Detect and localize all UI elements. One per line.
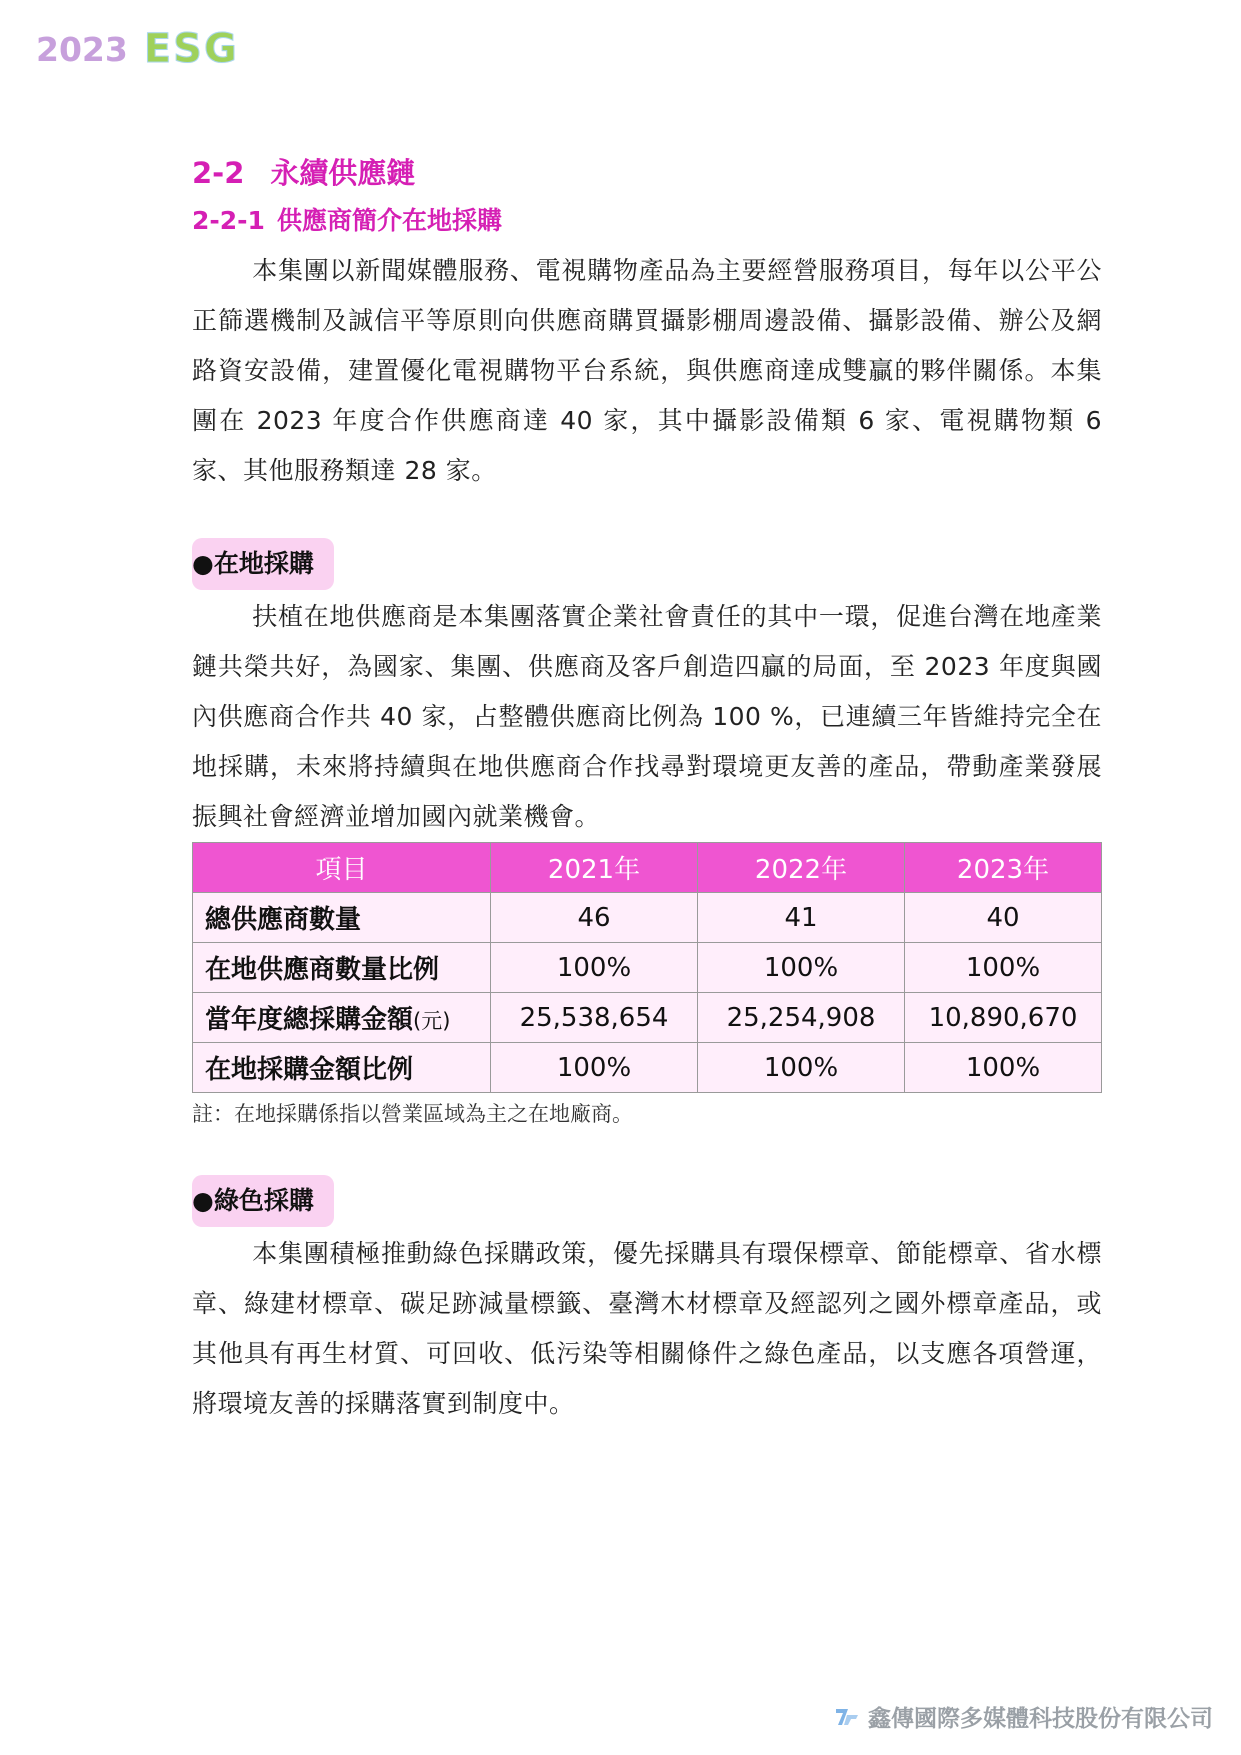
subsection-heading	[192, 196, 1102, 246]
table-row	[193, 993, 1102, 1043]
table-cell: 41	[698, 893, 905, 943]
table-header-row	[193, 843, 1102, 893]
subsection-number: 2-2-1	[192, 206, 265, 235]
section-number: 2-2	[192, 156, 245, 190]
row-label: 當年度總採購金額(元)	[193, 993, 491, 1043]
table-header-cell: 2021年	[491, 843, 698, 893]
subsection-title: 供應商簡介在地採購	[276, 206, 502, 235]
green-procurement-text: 本集團積極推動綠色採購政策，優先採購具有環保標章、節能標章、省水標章、綠建材標章、碳足跡減量標籤、臺灣木材標章及經認列之國外標章產品，或其他具有再生材質、可回收、低污染等相關條件之綠色產品，以支應各項營運，將環境友善的採購落實到制度中。	[192, 1239, 1102, 1418]
section-heading	[192, 150, 1102, 196]
main-content	[192, 150, 1102, 1429]
table-cell: 46	[491, 893, 698, 943]
green-procurement-paragraph	[192, 1229, 1102, 1429]
row-label: 總供應商數量	[193, 893, 491, 943]
local-procurement-paragraph	[192, 592, 1102, 842]
table-row	[193, 893, 1102, 943]
row-unit: (元)	[413, 1009, 451, 1033]
table-cell: 100%	[491, 1043, 698, 1093]
table-cell: 25,254,908	[698, 993, 905, 1043]
table-cell: 40	[905, 893, 1102, 943]
intro-paragraph	[192, 246, 1102, 496]
table-cell: 100%	[905, 943, 1102, 993]
esg-logo: ESG	[143, 26, 239, 72]
local-procurement-text: 扶植在地供應商是本集團落實企業社會責任的其中一環，促進台灣在地產業鏈共榮共好，為國家、集團、供應商及客戶創造四贏的局面，至 2023 年度與國內供應商合作共 40 家，占整體供應商比例為 100 %，已連續三年皆維持完全在地採購，未來將持續與在地供應商合作找尋對環境更友善的產品，帶動產業發展振興社會經濟並增加國內就業機會。	[192, 602, 1102, 831]
company-name: 鑫傳國際多媒體科技股份有限公司	[868, 1706, 1213, 1732]
table-header-cell: 項目	[193, 843, 491, 893]
page-header	[36, 26, 239, 72]
intro-paragraph-text: 本集團以新聞媒體服務、電視購物產品為主要經營服務項目，每年以公平公正篩選機制及誠信平等原則向供應商購買攝影棚周邊設備、攝影設備、辦公及網路資安設備，建置優化電視購物平台系統，與供應商達成雙贏的夥伴關係。本集團在 2023 年度合作供應商達 40 家，其中攝影設備類 6 家、電視購物類 6 家、其他服務類達 28 家。	[192, 256, 1102, 485]
company-logo-icon	[834, 1706, 860, 1728]
table-cell: 100%	[491, 943, 698, 993]
green-procurement-heading: ●綠色採購	[192, 1175, 334, 1227]
section-title: 永續供應鏈	[270, 156, 416, 190]
table-header-cell: 2023年	[905, 843, 1102, 893]
table-cell: 100%	[698, 943, 905, 993]
table-note: 註：在地採購係指以營業區域為主之在地廠商。	[192, 1102, 633, 1126]
row-label: 在地供應商數量比例	[193, 943, 491, 993]
supplier-table	[192, 842, 1102, 1093]
table-cell: 10,890,670	[905, 993, 1102, 1043]
page-footer	[834, 1700, 1213, 1733]
table-header-cell: 2022年	[698, 843, 905, 893]
table-row	[193, 943, 1102, 993]
report-year: 2023	[36, 29, 128, 69]
table-row	[193, 1043, 1102, 1093]
row-label: 在地採購金額比例	[193, 1043, 491, 1093]
table-cell: 100%	[698, 1043, 905, 1093]
local-procurement-heading: ●在地採購	[192, 538, 334, 590]
table-cell: 100%	[905, 1043, 1102, 1093]
table-cell: 25,538,654	[491, 993, 698, 1043]
